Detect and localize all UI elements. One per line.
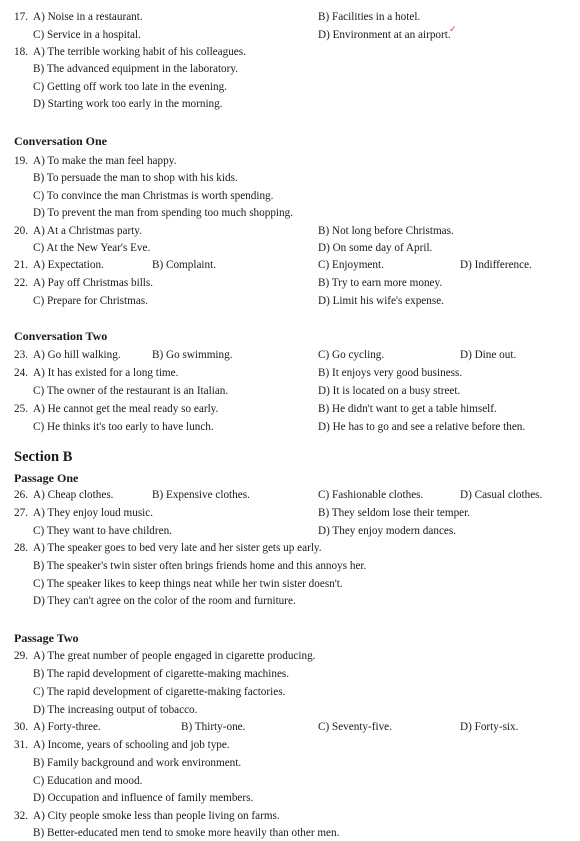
question-number: 32. — [14, 810, 28, 822]
question-29-c — [0, 685, 580, 700]
option-a: A) They enjoy loud music. — [33, 507, 154, 519]
option-c: C) Getting off work too late in the evening. — [33, 81, 227, 93]
option-d: D) The increasing output of tobacco. — [33, 704, 198, 716]
question-number: 31. — [14, 739, 28, 751]
question-21 — [0, 258, 580, 273]
question-22 — [0, 276, 580, 291]
option-a: A) The speaker goes to bed very late and her sister gets up early. — [33, 542, 322, 554]
question-31 — [0, 738, 580, 753]
option-d: D) Indifference. — [460, 259, 532, 271]
question-27 — [0, 506, 580, 521]
question-number: 24. — [14, 367, 28, 379]
question-31-b — [0, 756, 580, 771]
option-b: B) Family background and work environment. — [33, 757, 242, 769]
question-number: 21. — [14, 259, 28, 271]
question-24-row2 — [0, 384, 580, 399]
section-b-heading: Section B — [14, 449, 73, 465]
question-19-c — [0, 189, 580, 204]
option-b: B) Complaint. — [152, 259, 217, 271]
option-b: B) Not long before Christmas. — [318, 225, 454, 237]
option-a: A) Pay off Christmas bills. — [33, 277, 154, 289]
option-a: A) The great number of people engaged in cigarette producing. — [33, 650, 316, 662]
question-number: 29. — [14, 650, 28, 662]
option-b: B) The advanced equipment in the laboratory. — [33, 63, 239, 75]
option-d: D) Occupation and influence of family members. — [33, 792, 254, 804]
option-c: C) Service in a hospital. — [33, 29, 141, 41]
question-31-d — [0, 791, 580, 806]
question-number: 25. — [14, 403, 28, 415]
option-c: C) Go cycling. — [318, 349, 385, 361]
question-17 — [0, 10, 580, 25]
option-b: B) Try to earn more money. — [318, 277, 443, 289]
option-d: D) Dine out. — [460, 349, 517, 361]
option-a: A) City people smoke less than people living on farms. — [33, 810, 280, 822]
question-number: 26. — [14, 489, 28, 501]
question-20 — [0, 224, 580, 239]
passage-two-heading: Passage Two — [14, 631, 79, 645]
question-19 — [0, 154, 580, 169]
option-d: D) Starting work too early in the morning. — [33, 98, 223, 110]
question-number: 20. — [14, 225, 28, 237]
option-b: B) Better-educated men tend to smoke more heavily than other men. — [33, 827, 340, 839]
option-b: B) To persuade the man to shop with his kids. — [33, 172, 238, 184]
question-32 — [0, 809, 580, 824]
question-31-c — [0, 774, 580, 789]
option-b: B) Go swimming. — [152, 349, 233, 361]
option-d: D) Limit his wife's expense. — [318, 295, 444, 307]
option-a: A) Noise in a restaurant. — [33, 11, 143, 23]
red-mark-icon: ✓ — [449, 24, 457, 34]
question-18-c — [0, 80, 580, 95]
option-b: B) The speaker's twin sister often brings friends home and this annoys her. — [33, 560, 367, 572]
option-a: A) Cheap clothes. — [33, 489, 114, 501]
question-28-c — [0, 577, 580, 592]
option-c: C) The speaker likes to keep things neat while her twin sister doesn't. — [33, 578, 343, 590]
option-d: D) They can't agree on the color of the room and furniture. — [33, 595, 296, 607]
question-26 — [0, 488, 580, 503]
question-number: 28. — [14, 542, 28, 554]
question-19-d — [0, 206, 580, 221]
option-a: A) The terrible working habit of his colleagues. — [33, 46, 246, 58]
option-a: A) Go hill walking. — [33, 349, 121, 361]
option-c: C) Seventy-five. — [318, 721, 392, 733]
option-a: A) Forty-three. — [33, 721, 101, 733]
question-25-row2 — [0, 420, 580, 435]
question-29-b — [0, 667, 580, 682]
question-number: 22. — [14, 277, 28, 289]
question-20-row2 — [0, 241, 580, 256]
option-c: C) They want to have children. — [33, 525, 172, 537]
option-d: D) Casual clothes. — [460, 489, 543, 501]
question-28 — [0, 541, 580, 556]
option-c: C) Enjoyment. — [318, 259, 384, 271]
option-c: C) The owner of the restaurant is an Italian. — [33, 385, 229, 397]
option-b: B) The rapid development of cigarette-making machines. — [33, 668, 290, 680]
question-28-d — [0, 594, 580, 609]
question-30 — [0, 720, 580, 735]
question-19-b — [0, 171, 580, 186]
option-c: C) He thinks it's too early to have lunch. — [33, 421, 214, 433]
option-c: C) The rapid development of cigarette-making factories. — [33, 686, 286, 698]
option-a: A) To make the man feel happy. — [33, 155, 177, 167]
question-number: 17. — [14, 11, 28, 23]
conversation-two-heading: Conversation Two — [14, 329, 108, 343]
option-b: B) They seldom lose their temper. — [318, 507, 471, 519]
question-29 — [0, 649, 580, 664]
question-18-d — [0, 97, 580, 112]
option-c: C) At the New Year's Eve. — [33, 242, 151, 254]
question-28-b — [0, 559, 580, 574]
option-b: B) It enjoys very good business. — [318, 367, 463, 379]
option-c: C) Education and mood. — [33, 775, 143, 787]
option-a: A) Expectation. — [33, 259, 104, 271]
question-number: 30. — [14, 721, 28, 733]
option-b: B) He didn't want to get a table himself. — [318, 403, 497, 415]
option-d: D) Forty-six. — [460, 721, 519, 733]
question-24 — [0, 366, 580, 381]
option-d: D) He has to go and see a relative before then. — [318, 421, 526, 433]
option-c: C) To convince the man Christmas is worth spending. — [33, 190, 274, 202]
option-d: D) Environment at an airport. — [318, 29, 451, 41]
option-c: C) Fashionable clothes. — [318, 489, 424, 501]
option-b: B) Expensive clothes. — [152, 489, 250, 501]
option-a: A) He cannot get the meal ready so early. — [33, 403, 219, 415]
question-17-row2 — [0, 28, 580, 43]
option-d: D) It is located on a busy street. — [318, 385, 461, 397]
option-d: D) They enjoy modern dances. — [318, 525, 457, 537]
question-number: 19. — [14, 155, 28, 167]
question-18-b — [0, 62, 580, 77]
question-18 — [0, 45, 580, 60]
question-29-d — [0, 703, 580, 718]
question-23 — [0, 348, 580, 363]
question-25 — [0, 402, 580, 417]
question-number: 18. — [14, 46, 28, 58]
option-a: A) At a Christmas party. — [33, 225, 142, 237]
conversation-one-heading: Conversation One — [14, 134, 107, 148]
option-c: C) Prepare for Christmas. — [33, 295, 148, 307]
option-a: A) Income, years of schooling and job type. — [33, 739, 230, 751]
passage-one-heading: Passage One — [14, 471, 79, 485]
option-d: D) On some day of April. — [318, 242, 433, 254]
question-27-row2 — [0, 524, 580, 539]
option-b: B) Facilities in a hotel. — [318, 11, 421, 23]
option-b: B) Thirty-one. — [181, 721, 246, 733]
option-d: D) To prevent the man from spending too much shopping. — [33, 207, 294, 219]
question-number: 23. — [14, 349, 28, 361]
option-a: A) It has existed for a long time. — [33, 367, 179, 379]
question-number: 27. — [14, 507, 28, 519]
question-22-row2 — [0, 294, 580, 309]
